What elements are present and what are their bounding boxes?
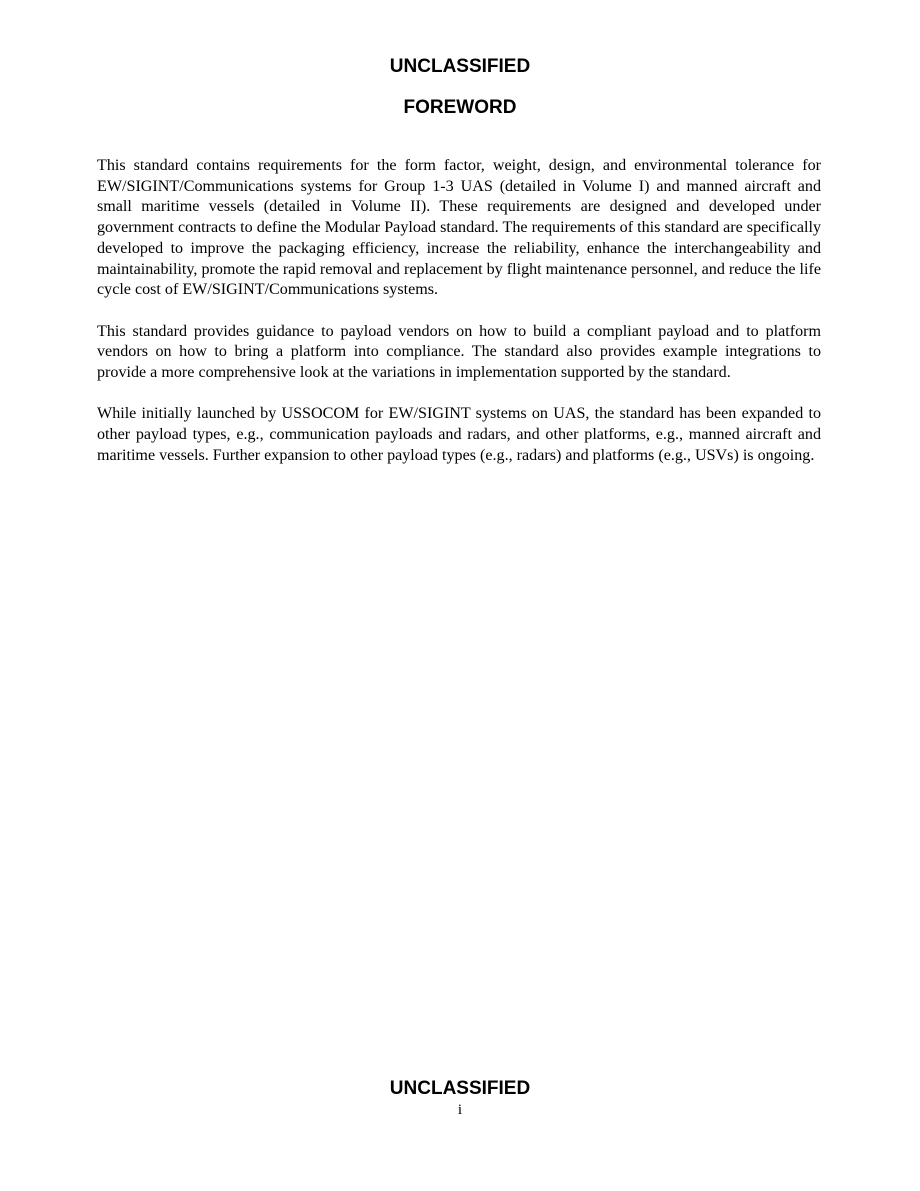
foreword-paragraph-2: This standard provides guidance to payload vendors on how to build a compliant payload and to platform vendors on how to bring a platform into compliance. The standard also provides example integrations to provide a more comprehensive look at the variations in implementation supported by the standard. [97,322,821,382]
footer-classification-marking: UNCLASSIFIED [389,1078,531,1099]
header-classification-marking: UNCLASSIFIED [389,56,531,77]
page-title: FOREWORD [403,97,517,118]
foreword-paragraph-1: This standard contains requirements for the form factor, weight, design, and environmental tolerance for EW/SIGINT/Communications systems for Group 1-3 UAS (detailed in Volume I) and manned aircraft and small maritime vessels (detailed in Volume II). These requirements are designed and developed under government contracts to define the Modular Payload standard. The requirements of this standard are specifically developed to improve the packaging efficiency, increase the reliability, enhance the interchangeability and maintainability, promote the rapid removal and replacement by flight maintenance personnel, and reduce the life cycle cost of EW/SIGINT/Communications systems. [97,157,821,299]
foreword-body [97,156,821,487]
page-number: i [457,1102,463,1118]
foreword-paragraph-3: While initially launched by USSOCOM for EW/SIGINT systems on UAS, the standard has been expanded to other payload types, e.g., communication payloads and radars, and other platforms, e.g., manned aircraft and maritime vessels. Further expansion to other payload types (e.g., radars) and platforms (e.g., USVs) is ongoing. [97,405,821,464]
